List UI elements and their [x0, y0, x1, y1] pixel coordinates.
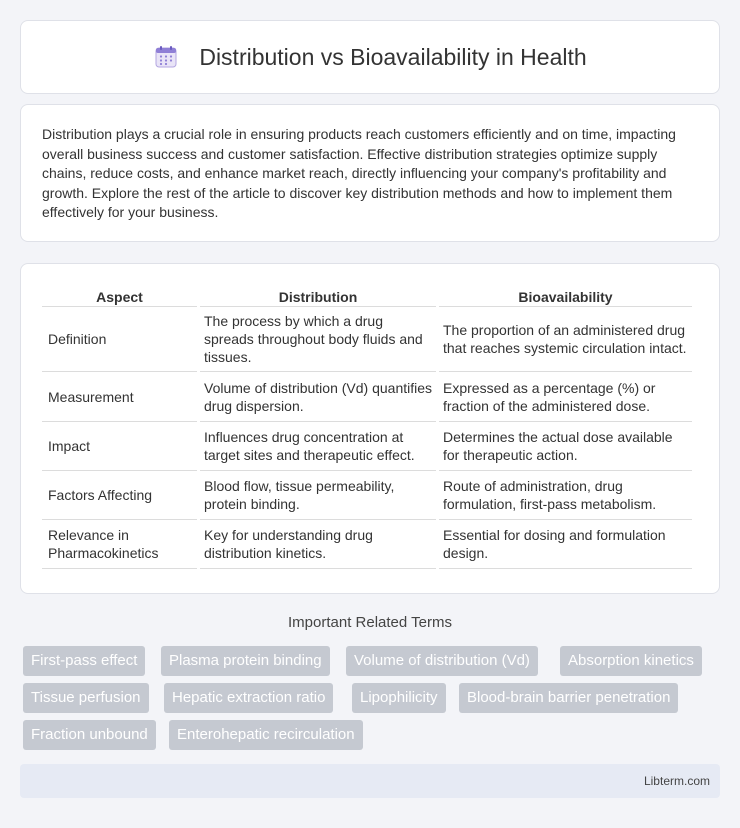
related-term-tag[interactable]: First-pass effect — [23, 646, 145, 676]
table-row — [42, 471, 692, 520]
footer-link[interactable]: Libterm.com — [643, 774, 710, 788]
related-term-tag[interactable]: Fraction unbound — [23, 720, 156, 750]
table-header-row — [42, 285, 692, 307]
related-term-tag[interactable]: Enterohepatic recirculation — [169, 720, 363, 750]
row-aspect: Impact — [42, 422, 197, 471]
related-terms-title: Important Related Terms — [288, 614, 452, 631]
related-term-tag[interactable]: Absorption kinetics — [560, 646, 702, 676]
related-term-tag[interactable]: Lipophilicity — [352, 683, 446, 713]
row-bioavailability: Determines the actual dose available for therapeutic action. — [439, 422, 692, 471]
row-aspect: Measurement — [42, 372, 197, 422]
comparison-table — [39, 285, 695, 569]
row-bioavailability: Essential for dosing and formulation design. — [439, 520, 692, 569]
intro-card — [20, 104, 720, 242]
footer — [20, 764, 720, 798]
related-term-tag[interactable]: Volume of distribution (Vd) — [346, 646, 538, 676]
page-title: Distribution vs Bioavailability in Health — [199, 43, 587, 70]
related-term-tag[interactable]: Hepatic extraction ratio — [164, 683, 333, 713]
related-term-tag[interactable]: Plasma protein binding — [161, 646, 330, 676]
table-row — [42, 372, 692, 422]
intro-text: Distribution plays a crucial role in ensuring products reach customers efficiently and on time, impacting overall business success and customer satisfaction. Effective distribution strategies optimize supply chains, reduce costs, and enhance market reach, directly influencing your company's profitability and growth. Explore the rest of the article to discover key distribution methods and how to implement them effectively for your business. — [42, 126, 676, 220]
row-distribution: Key for understanding drug distribution kinetics. — [200, 520, 436, 569]
row-aspect: Definition — [42, 307, 197, 372]
row-bioavailability: The proportion of an administered drug that reaches systemic circulation intact. — [439, 307, 692, 372]
header-aspect: Aspect — [42, 285, 197, 307]
row-distribution: Blood flow, tissue permeability, protein binding. — [200, 471, 436, 520]
header-distribution: Distribution — [200, 285, 436, 307]
row-distribution: Volume of distribution (Vd) quantifies drug dispersion. — [200, 372, 436, 422]
related-term-tag[interactable]: Tissue perfusion — [23, 683, 149, 713]
row-bioavailability: Expressed as a percentage (%) or fraction of the administered dose. — [439, 372, 692, 422]
table-row — [42, 520, 692, 569]
row-aspect: Factors Affecting — [42, 471, 197, 520]
calendar-icon — [153, 44, 179, 70]
table-row — [42, 307, 692, 372]
title-card — [20, 20, 720, 94]
comparison-table-card — [20, 263, 720, 594]
header-bioavailability: Bioavailability — [439, 285, 692, 307]
row-aspect: Relevance in Pharmacokinetics — [42, 520, 197, 569]
row-bioavailability: Route of administration, drug formulation, first-pass metabolism. — [439, 471, 692, 520]
row-distribution: Influences drug concentration at target sites and therapeutic effect. — [200, 422, 436, 471]
table-row — [42, 422, 692, 471]
related-term-tag[interactable]: Blood-brain barrier penetration — [459, 683, 678, 713]
row-distribution: The process by which a drug spreads throughout body fluids and tissues. — [200, 307, 436, 372]
